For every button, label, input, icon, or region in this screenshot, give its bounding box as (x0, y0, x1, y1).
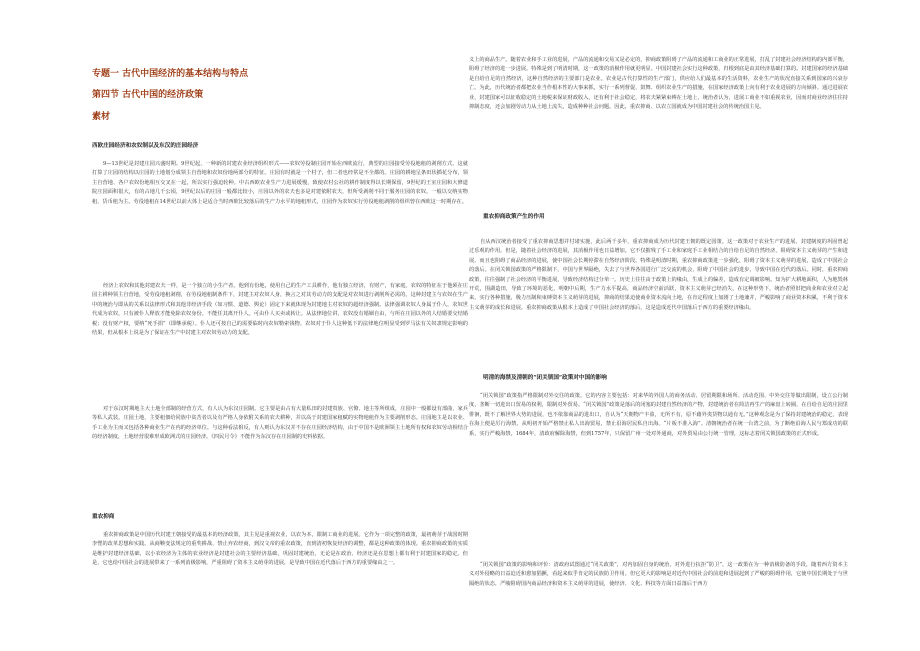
paragraph-estate-2: 经济上农奴和其他封建农夫一样，是一个独立的小生产者。他到有份地，使用自己的生产工具耕作，他有独立经济，有财产，有家庭。农奴的特征在于他须在庄园主耕种领主自营地，受劳役地租剥削，在劳役地租制条件下，封建主对农奴人身，换言之对其劳动力的支配是对农奴进行剥削所必需的。这种封建主与农奴在生产中的统治与即从的关系以法律形式和其他非经济手段（如习惯、道德、舆论）固定下来就体现为封建地主对农奴的超经济强制。法律强调农奴人身属于仆人，农奴世代成为农奴，只有被仆人释放才能免除农奴身份。不能任其离开仆人。可由仆人买卖或转让。从法律地位讲，农奴没有婚姻自由，与所在庄园以外的人结婚要交结婚税；没有财产权，要纳“死手捐”（即继承税）。仆人还可按自己的需要临时向农奴勒索钱物。农奴对于仆人这种低下的法律地位明显受到罗马法有关奴隶规定影响的结果，但从根本上说是为了保证在生产中封建主对农奴劳动力的支配。 (92, 283, 468, 337)
section-title-seaban: 明清的海禁及清朝的“闭关锁国”政策对中国的影响 (483, 375, 607, 381)
paragraph-seaban-impact: “闭关锁国”政策的影响和评价：清政府试图通过“闭关政策”，对内加固自身的统治，对外进行抗拒“防卫”。这一政策在为一种消极防备的手段，随着西方资本主义对外侵略的日益迫近和愈加猖獗，看起来似乎肯定的民族防卫作用。但它更大的影响是对近代中国社会的前进和进展起到了严峻的阻碍作用，它使中国长期处于与世隔绝的状态，严峻阻碍国内商品经济和资本主义萌芽的进展，使经济、文化、科技等方面日益落后于西方 (469, 562, 848, 587)
section-title-agriculture: 重农抑商 (92, 514, 115, 520)
paragraph-seaban: “闭关锁国”政策指严格限制对外交往的政策。它的内容主要包括：对来华的外国人的商务活动、居留期限和场所、活动范围、中外交往等做出限制，设立公行制度，垄断一切进出口贸易的权利，限制对外贸易。“闭关锁国”政策是落后的闭塞的封建自然经济的产物，封建统治者在简洁再生产的麻盘上转圈，在自给自足的庄园里徘徊，既不了解世界大势的进展，也不依靠商品的进出口，自认为“天朝物产丰盈，无所不有，原不藉外夷货物以通有无。”这种观念是为了保持封建统治的稳定，表现在海上便是厉行海禁。从明初开始严格禁止私人出海贸易，禁止沿海居民私自出海。“片板不准入海”。清朝统治者在统一台湾之前，为了断绝沿海人民与郑成功的联系，实行严峻海禁，1684年，清政府解除海禁，但到1757年，只保留广州一处对外通商，对外贸易由公行统一管理，这标志着闭关锁国政策的正式形成。 (469, 393, 848, 437)
section-title-policy-effect: 重农抑商政策产生的作用 (483, 214, 545, 220)
topic-heading: 专题一 古代中国经济的基本结构与特点 (92, 69, 249, 79)
paragraph-agriculture: 重农抑商政策是中国历代封建王朝接受的最基本的经济政策，其主见是重视农业，以农为本，限制工商业的进展。它作为一项完整的政策，最初萌芽于战国时期李悝的改革思想和实践。从商鞅变法规定的重奖耕战、禁止弃农经商，到汉文帝的重农政策，直到清初恢复经济的调整，都是这种政策的体现。重农抑商政策的实质是维护封建经济基础，以小农经济为主体的农业经济是封建社会的主要经济基础，巩固封建统治，无论是在政治、经济还是在思想上都有利于封建国家的稳定。但是，它也给中国社会的进展带来了一系列消极影响，严重阻碍了资本主义萌芽的进展，是导致中国在近代落后于西方的重要缘由之一。 (92, 532, 468, 567)
material-heading: 素材 (92, 112, 111, 122)
paragraph-estate-3: 对于东汉时期地主大土地全部制的经营方式，有人认为东汉庄园制。它主要是由占有大量私田的封建贵族、官僚、地主等所组成，庄园中一般都设有部曲、家兵等私人武装。庄园土地，主要租佃给同族中贫苦者以及有严格人身依附关系的农夫耕种，并以高于封建国家租赋的实物地租作为主要剥削形态。庄园地主是以农业、手工业为主而又包括各种商业生产在内的经济单位。与这种看法相反，有人则认为东汉并不存在庄园经济结构，由于中国不是欧洲领主土地所有权和农奴劳动相结合的经济制度，土地经营很难形成欧洲式的庄园经济。《四民月令》不能作为东汉存在庄园制的史料依据。 (92, 406, 468, 441)
paragraph-estate-1: 9—13世纪是封建庄园兴盛时期。9世纪起，一种新的封建农业经济组织形式——农奴劳役制庄园开始在西欧流行，典型的庄园接受劳役地租的剥削方式，这就打算了庄园的结构以庄园的土地划分成领主自营地和农奴份地两部分的特征。庄园有时就是一个村子，但二者也经常是不全都的。庄园的耕地呈条田状插花分布，领主自营地、各户农奴份地相互交叉在一起，所以实行强迫轮种。中古西欧农业生产力进展缓慢，致使农村公社的耕作制度得以长期保留，9世纪的王室庄园和大修道院庄园面积很大，有的占地几千公顷，9世纪以后的庄园一般都比较小，庄园以外的农夫也多是对建依附农夫，但所受剥削不同于服务庄园的农奴。一般以交纳实物租、货币租为主。劳役地租在14世纪以前大体上是适合当时西欧比较落后的生产力水平的地租形式，庄园作为农奴实行劳役地租剥削的组织曾在西欧这一时期存在。 (92, 161, 468, 205)
section-heading: 第四节 古代中国的经济政策 (92, 90, 204, 100)
paragraph-economic-basis: 义上的商品生产。随着农业和手工业的进展，产品的流通和交易又是必定的，抑商政策阻碍了产品的流通和工商业的正常进展，打乱了封建社会经济结构的内部平衡，阻碍了经济的进一步进展。特殊是到了明清时期，这一政策的消极作用就更明显。中国封建社会实行这种政策，归根到底是由其经济基础打算的。封建国家的经济基础是自给自足的自然经济，这种自然经济的主要部门是农业。农业是古代打算性的生产部门，供应给人们最基本的生活资料，农业生产的状况直接关系到国家的兴衰存亡。为此，历代统治者都把农业当作根本性的大事来抓，实行一系列督促、鼓舞、组织农业生产的措施，在国家经济政策上向有利于农业进展的方向倾斜。通过进展农业，封建国家可以征收稳定的土地税来保证财政收入，还有利于社会稳定，将农夫紧紧束缚在土地上，统治者认为，进展工商业不如重视农业，因而对商业经济往往持抑制态度，还会加剧劳动力从土地上流失，造成种种社会问题。因此，重农抑商、以农立国就成为中国封建社会的传统治国主见。 (469, 57, 848, 111)
paragraph-policy-effect: 自从西汉统治者接受了重农抑商思想并付诸实施，此后两千多年，重农抑商成为历代封建王朝的既定国策。这一政策对于农业生产的进展、封建制度的巩固曾起过乐观的作用。但是，随着社会经济的进展，其消极作用也日益增加。它不仅摧残了手工业和家庭手工业相结合的自给自足的自然经济，阻碍资本主义萌芽的产生和进展，而且也阻碍了商品经济的进展，使中国社会长期停滞在自然经济阶段。特殊是明清时期，重农抑商政策进一步强化，阻碍了资本主义萌芽的进展，造成了中国社会的落后。在闭关锁国政策的严格限制下，中国与世界隔绝，失去了与世界各国进行广泛交流的机会，阻碍了中国社会的进步，导致中国在近代的落后。同时，重农抑商政策，往往强制了社会经济的平衡进展，导致经济结构过分单一。历史上往往由于政策上的缘由，生成上的偏差，造成有定调被影响。知为扩大耕地面积，人为地毁林开荒，围湖造田，导致了环境的恶化，明朝中后期，生产力水平提高，商品经济空前活跃，资本主义萌芽已经消失，在这种形势下，统治者照旧把商业和农业对立起来，实行各种措施，极力压制和束缚资本主义萌芽的进展，抑商的结果迫使商业资本流向土地，在肯定程度上加剧了土地兼并，严峻影响了商业资本积累，不利于资本主义萌芽的成长和进展。重农抑商政策从根本上造成了中国社会经济的落后，这是造成近代中国落后于西方的重要经济缘由。 (469, 239, 848, 311)
section-title-estate: 西欧庄园经济和农奴制以及东汉的庄园经济 (92, 143, 199, 149)
